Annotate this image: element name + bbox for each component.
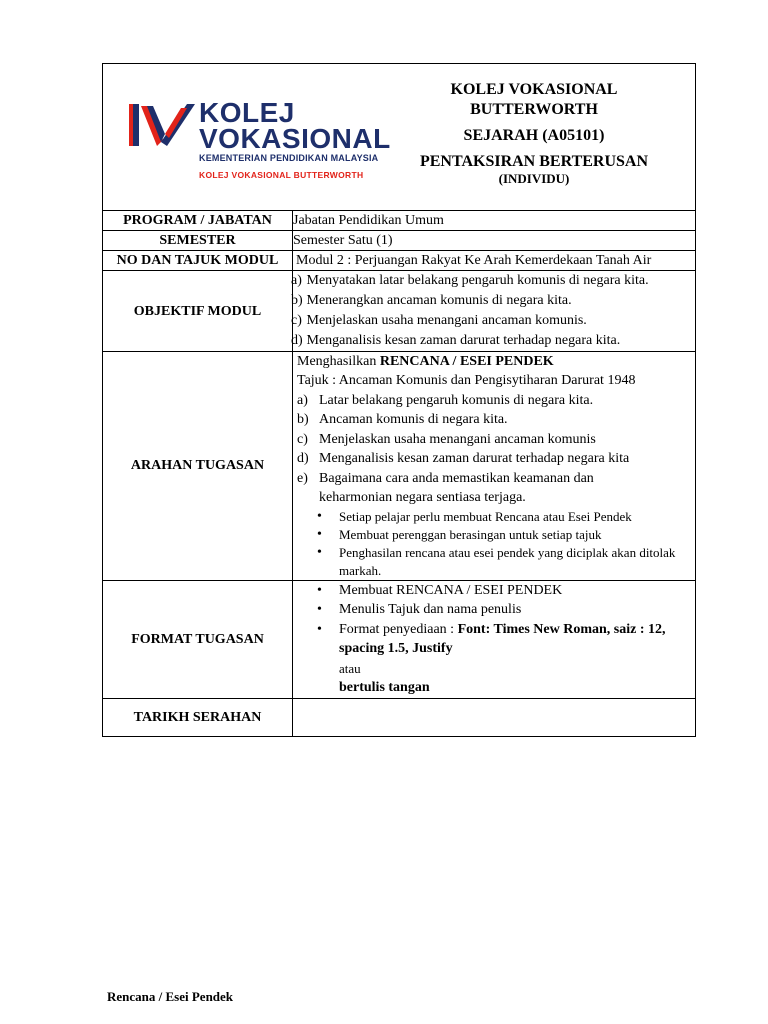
logo-vokasional: VOKASIONAL (199, 123, 391, 154)
list-item: b) Ancaman komunis di negara kita. (297, 412, 508, 427)
format-label: FORMAT TUGASAN (103, 580, 293, 698)
arahan-intro: Menghasilkan RENCANA / ESEI PENDEK (297, 354, 554, 369)
row-program (103, 211, 696, 231)
format-atau: atau (339, 660, 361, 676)
logo-college-name: KOLEJ VOKASIONAL BUTTERWORTH (199, 170, 364, 180)
program-value: Jabatan Pendidikan Umum (293, 211, 696, 231)
objektif-list (293, 271, 695, 351)
list-item: b) Menerangkan ancaman komunis di negara kita. (291, 293, 572, 308)
kv-logo-mark-icon (125, 100, 197, 150)
arahan-list (293, 391, 695, 508)
list-item: d) Menganalisis kesan zaman darurat terhadap negara kita. (291, 333, 621, 348)
list-item: e) Bagaimana cara anda memastikan keamanan dan keharmonian negara sentiasa terjaga. (297, 470, 594, 505)
semester-label: SEMESTER (103, 231, 293, 251)
list-item: • Membuat RENCANA / ESEI PENDEK (317, 581, 695, 601)
row-format (103, 580, 696, 698)
document-title (399, 80, 669, 186)
list-item: c) Menjelaskan usaha menangani ancaman komunis (297, 431, 596, 447)
tarikh-value (293, 698, 696, 736)
title-subject: SEJARAH (A05101) (463, 127, 605, 144)
arahan-bullets (293, 508, 695, 580)
modul-label: NO DAN TAJUK MODUL (103, 251, 293, 271)
arahan-cell (293, 352, 696, 581)
objektif-cell (293, 271, 696, 352)
row-semester (103, 231, 696, 251)
header-cell (103, 64, 696, 211)
list-item: c) Menjelaskan usaha menangani ancaman komunis. (291, 313, 587, 328)
list-item: d) Menganalisis kesan zaman darurat terhadap negara kita (297, 451, 630, 466)
row-objektif (103, 271, 696, 352)
arahan-label: ARAHAN TUGASAN (103, 352, 293, 581)
list-item: • Penghasilan rencana atau esei pendek yang diciplak akan ditolak markah. (317, 544, 679, 580)
title-college-line1: KOLEJ VOKASIONAL (450, 81, 618, 98)
list-item: a) Latar belakang pengaruh komunis di negara kita. (297, 392, 594, 408)
format-cell (293, 580, 696, 698)
list-item: a) Menyatakan latar belakang pengaruh komunis di negara kita. (291, 273, 649, 288)
title-mode: (INDIVIDU) (498, 171, 570, 186)
modul-value: Modul 2 : Perjuangan Rakyat Ke Arah Kemerdekaan Tanah Air (293, 251, 696, 271)
page-footer: Rencana / Esei Pendek (107, 989, 234, 1004)
program-label: PROGRAM / JABATAN (103, 211, 293, 231)
list-item: • Menulis Tajuk dan nama penulis (317, 600, 695, 620)
title-assessment: PENTAKSIRAN BERTERUSAN (419, 153, 649, 170)
logo-kolej: KOLEJ (199, 97, 295, 128)
format-bertulis: bertulis tangan (339, 680, 430, 695)
list-item: • Format penyediaan : Font: Times New Roman, saiz : 12, spacing 1.5, Justify (317, 620, 679, 659)
title-college-line2: BUTTERWORTH (470, 101, 598, 118)
assignment-table (102, 63, 696, 737)
row-tarikh (103, 698, 696, 736)
semester-value: Semester Satu (1) (293, 231, 696, 251)
college-logo (125, 97, 391, 180)
logo-ministry: KEMENTERIAN PENDIDIKAN MALAYSIA (199, 153, 379, 163)
arahan-tajuk: Tajuk : Ancaman Komunis dan Pengisytiharan Darurat 1948 (297, 373, 636, 388)
objektif-label: OBJEKTIF MODUL (103, 271, 293, 352)
tarikh-label: TARIKH SERAHAN (103, 698, 293, 736)
list-item: • Setiap pelajar perlu membuat Rencana atau Esei Pendek (317, 508, 695, 526)
row-arahan (103, 352, 696, 581)
format-list (293, 581, 695, 698)
list-item: • Membuat perenggan berasingan untuk setiap tajuk (317, 526, 695, 544)
row-modul (103, 251, 696, 271)
